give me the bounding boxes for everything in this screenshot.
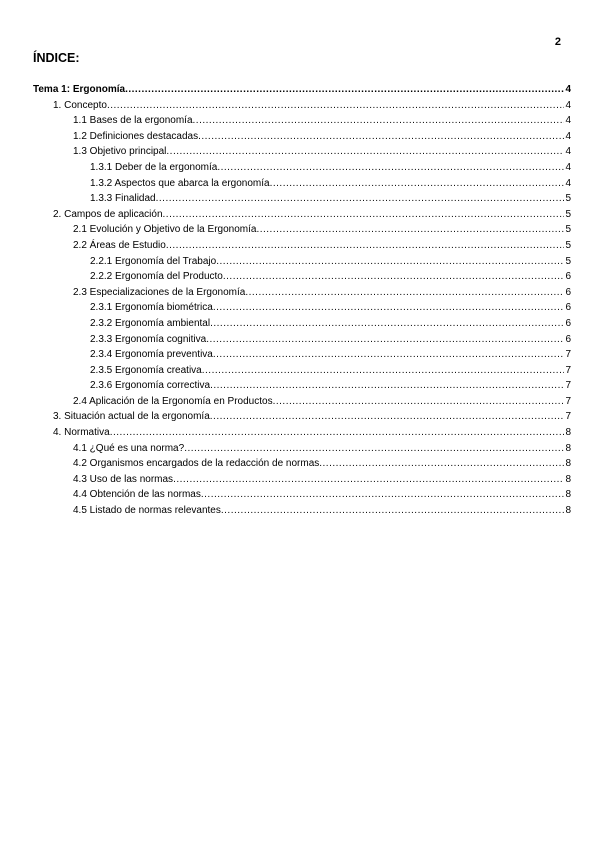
toc-entry-label: 1.1 Bases de la ergonomía xyxy=(73,115,193,127)
toc-entry-page: 8 xyxy=(565,489,571,501)
toc-entry[interactable] xyxy=(33,378,571,394)
toc-entry-page: 8 xyxy=(565,505,571,517)
toc-entry[interactable] xyxy=(33,113,571,129)
toc-entry[interactable] xyxy=(33,394,571,410)
toc-entry-page: 6 xyxy=(565,286,571,298)
toc-entry-page: 5 xyxy=(565,208,571,220)
toc-entry-page: 6 xyxy=(565,271,571,283)
toc-entry[interactable] xyxy=(33,160,571,176)
toc-entry-page: 4 xyxy=(565,146,571,158)
toc-entry-label: 2.3.4 Ergonomía preventiva xyxy=(90,349,213,361)
toc-entry-label: 4. Normativa xyxy=(53,427,110,439)
toc-entry[interactable] xyxy=(33,269,571,285)
toc-entry-page: 7 xyxy=(565,349,571,361)
toc-entry[interactable] xyxy=(33,98,571,114)
toc-entry-label: 2.1 Evolución y Objetivo de la Ergonomía xyxy=(73,224,257,236)
toc-entry[interactable] xyxy=(33,409,571,425)
toc-entry-page: 7 xyxy=(565,380,571,392)
toc-entry-label: 2.2.1 Ergonomía del Trabajo xyxy=(90,255,217,267)
toc-leader-dots xyxy=(206,332,564,348)
toc-entry-page: 7 xyxy=(565,395,571,407)
toc-entry-page: 7 xyxy=(565,411,571,423)
toc-entry-page: 5 xyxy=(565,193,571,205)
toc-entry[interactable] xyxy=(33,316,571,332)
toc-entry[interactable] xyxy=(33,487,571,503)
toc-leader-dots xyxy=(107,98,565,114)
toc-leader-dots xyxy=(201,487,565,503)
toc-entry-page: 8 xyxy=(565,442,571,454)
toc-entry[interactable] xyxy=(33,441,571,457)
toc-entry-label: 2.2.2 Ergonomía del Producto xyxy=(90,271,223,283)
toc-entry-page: 7 xyxy=(565,364,571,376)
toc-entry-label: 2.3.3 Ergonomía cognitiva xyxy=(90,333,207,345)
toc-entry[interactable] xyxy=(33,176,571,192)
toc-leader-dots xyxy=(217,160,564,176)
toc-entry-label: 2.3.5 Ergonomía creativa xyxy=(90,364,202,376)
toc-leader-dots xyxy=(163,207,565,223)
toc-entry-page: 6 xyxy=(565,317,571,329)
toc-leader-dots xyxy=(125,82,564,98)
toc-entry-page: 4 xyxy=(565,177,571,189)
toc-leader-dots xyxy=(223,269,565,285)
toc-leader-dots xyxy=(213,347,565,363)
toc-entry-label: 1.3.1 Deber de la ergonomía xyxy=(90,161,218,173)
toc-entry[interactable] xyxy=(33,456,571,472)
toc-leader-dots xyxy=(202,363,565,379)
toc-entry[interactable] xyxy=(33,129,571,145)
toc-entry[interactable] xyxy=(33,503,571,519)
toc-entry[interactable] xyxy=(33,332,571,348)
toc-entry[interactable] xyxy=(33,363,571,379)
toc-entry-label: 4.4 Obtención de las normas xyxy=(73,489,201,501)
toc-entry-label: 4.3 Uso de las normas xyxy=(73,473,174,485)
toc-leader-dots xyxy=(245,285,564,301)
toc-leader-dots xyxy=(270,176,565,192)
toc-entry-label: 2.3.2 Ergonomía ambiental xyxy=(90,317,211,329)
toc-leader-dots xyxy=(166,238,565,254)
toc-entry-page: 5 xyxy=(565,239,571,251)
toc-leader-dots xyxy=(319,456,564,472)
index-title: ÍNDICE: xyxy=(33,51,80,65)
toc-entry-label: 4.1 ¿Qué es una norma? xyxy=(73,442,185,454)
toc-entry-page: 4 xyxy=(565,84,571,95)
toc-entry-page: 4 xyxy=(565,115,571,127)
toc-entry-label: 2. Campos de aplicación xyxy=(53,208,163,220)
toc-entry-page: 4 xyxy=(565,99,571,111)
toc-entry[interactable] xyxy=(33,472,571,488)
toc-leader-dots xyxy=(210,378,564,394)
toc-entry-label: 2.3.6 Ergonomía correctiva xyxy=(90,380,211,392)
toc-entry-label: 2.3.1 Ergonomía biométrica xyxy=(90,302,213,314)
toc-leader-dots xyxy=(193,113,565,129)
toc-leader-dots xyxy=(216,254,564,270)
toc-entry[interactable] xyxy=(33,285,571,301)
toc-entry-label: 1.2 Definiciones destacadas xyxy=(73,130,199,142)
toc-entry[interactable] xyxy=(33,254,571,270)
toc-entry-label: 2.3 Especializaciones de la Ergonomía xyxy=(73,286,246,298)
toc-entry[interactable] xyxy=(33,191,571,207)
toc-entry-page: 4 xyxy=(565,161,571,173)
toc-entry[interactable] xyxy=(33,238,571,254)
toc-leader-dots xyxy=(173,472,564,488)
toc-entry-label: 1. Concepto xyxy=(53,99,107,111)
toc-entry[interactable] xyxy=(33,300,571,316)
toc-entry[interactable] xyxy=(33,347,571,363)
toc-entry-page: 8 xyxy=(565,473,571,485)
toc-leader-dots xyxy=(273,394,565,410)
toc-leader-dots xyxy=(213,300,565,316)
toc-entry-label: 3. Situación actual de la ergonomía xyxy=(53,411,210,423)
toc-entry[interactable] xyxy=(33,222,571,238)
toc-entry[interactable] xyxy=(33,82,571,98)
toc-entry-label: 4.5 Listado de normas relevantes xyxy=(73,505,221,517)
toc-entry-page: 4 xyxy=(565,130,571,142)
table-of-contents xyxy=(33,82,571,519)
page-number: 2 xyxy=(554,36,561,48)
toc-entry-page: 8 xyxy=(565,458,571,470)
toc-entry-page: 8 xyxy=(565,427,571,439)
toc-entry-label: 1.3.3 Finalidad xyxy=(90,193,156,205)
toc-entry[interactable] xyxy=(33,144,571,160)
toc-leader-dots xyxy=(256,222,564,238)
toc-leader-dots xyxy=(166,144,564,160)
toc-leader-dots xyxy=(156,191,565,207)
toc-leader-dots xyxy=(210,409,565,425)
toc-entry-label: 1.3 Objetivo principal xyxy=(73,146,167,158)
toc-leader-dots xyxy=(221,503,565,519)
toc-entry[interactable] xyxy=(33,425,571,441)
toc-leader-dots xyxy=(210,316,564,332)
toc-leader-dots xyxy=(110,425,565,441)
toc-entry-page: 5 xyxy=(565,224,571,236)
toc-entry-page: 5 xyxy=(565,255,571,267)
toc-entry-label: 4.2 Organismos encargados de la redacción de normas xyxy=(73,458,320,470)
toc-leader-dots xyxy=(184,441,564,457)
toc-entry-label: Tema 1: Ergonomía xyxy=(33,84,126,95)
toc-entry-label: 2.2 Áreas de Estudio xyxy=(73,239,166,251)
toc-entry-label: 2.4 Aplicación de la Ergonomía en Productos xyxy=(73,395,273,407)
toc-entry-label: 1.3.2 Aspectos que abarca la ergonomía xyxy=(90,177,270,189)
toc-entry[interactable] xyxy=(33,207,571,223)
toc-entry-page: 6 xyxy=(565,302,571,314)
toc-entry-page: 6 xyxy=(565,333,571,345)
toc-leader-dots xyxy=(198,129,564,145)
